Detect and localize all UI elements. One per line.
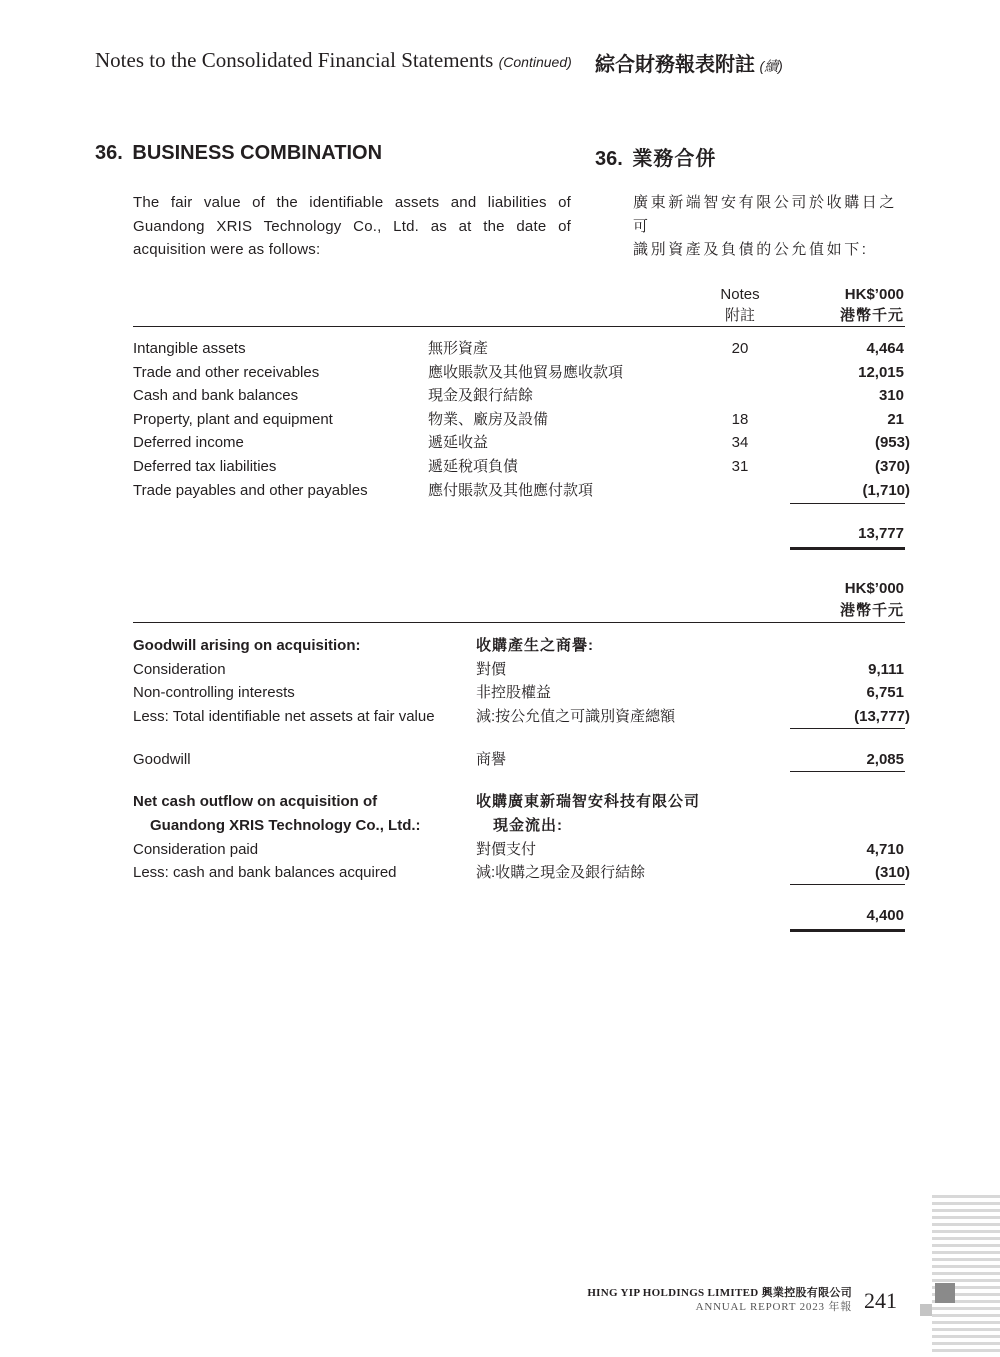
intro-paragraph-en xyxy=(133,191,571,262)
intro-paragraph-cn xyxy=(633,191,913,262)
row-label-en: Trade and other receivables xyxy=(133,364,320,381)
footer-company-cn: 興業控股有限公司 xyxy=(761,1287,852,1299)
row-amount: (370) xyxy=(874,458,910,475)
header-continued-cn: (續) xyxy=(759,58,783,74)
goodwill-row-en: Consideration xyxy=(133,661,226,678)
row-label-cn: 物業、廠房及設備 xyxy=(428,411,549,428)
cash-total-double-rule xyxy=(790,929,905,932)
goodwill-heading-cn: 收購產生之商譽: xyxy=(476,637,594,654)
amount-header-en: HK$’000 xyxy=(844,286,904,303)
cash-subtotal-rule xyxy=(790,884,905,885)
row-amount: 12,015 xyxy=(858,364,904,381)
header-title-en: Notes to the Consolidated Financial Statements xyxy=(95,48,494,72)
section-heading-en xyxy=(95,142,382,165)
intro-line-cn: 廣東新端智安有限公司於收購日之可 xyxy=(633,194,898,235)
goodwill-row-cn: 對價 xyxy=(476,661,507,678)
footer-report-cn: 年報 xyxy=(828,1301,852,1313)
cash-heading-en-2: Guandong XRIS Technology Co., Ltd.: xyxy=(150,817,421,834)
row-label-en: Intangible assets xyxy=(133,340,246,357)
row-note: 34 xyxy=(731,434,749,451)
table-header-rule xyxy=(133,326,905,327)
table-row xyxy=(0,458,1000,482)
goodwill-row-amount: 9,111 xyxy=(868,661,904,678)
notes-header-cn: 附註 xyxy=(724,307,755,324)
section-title-en: BUSINESS COMBINATION xyxy=(132,142,383,164)
running-header-title-cn xyxy=(595,48,783,77)
row-label-cn: 無形資產 xyxy=(428,340,489,357)
cash-heading-en-1: Net cash outflow on acquisition of xyxy=(133,793,378,810)
cash-row-cn: 對價支付 xyxy=(476,841,537,858)
row-amount: (953) xyxy=(874,434,910,451)
goodwill-row-amount: 6,751 xyxy=(866,684,904,701)
row-amount: 21 xyxy=(887,411,904,428)
cash-heading-cn-1: 收購廣東新瑞智安科技有限公司 xyxy=(476,793,701,810)
assets-total: 13,777 xyxy=(858,525,904,542)
cash-row-amount: 4,710 xyxy=(866,841,904,858)
row-note: 20 xyxy=(731,340,749,357)
row-amount: 310 xyxy=(878,387,904,404)
goodwill-row-en: Less: Total identifiable net assets at fair value xyxy=(133,708,435,725)
subtotal-rule xyxy=(790,503,905,504)
goodwill-header-en: HK$’000 xyxy=(844,580,904,597)
section-number: 36. xyxy=(95,142,123,164)
goodwill-total-label-en: Goodwill xyxy=(133,751,191,768)
intro-line: The fair value of the identifiable assets and liabilities of xyxy=(133,194,571,211)
goodwill-amount-header xyxy=(790,580,904,620)
row-note: 31 xyxy=(731,458,749,475)
table-row xyxy=(0,340,1000,364)
footer-company-en: HING YIP HOLDINGS LIMITED xyxy=(587,1287,759,1299)
row-label-en: Cash and bank balances xyxy=(133,387,299,404)
table-row xyxy=(0,434,1000,458)
total-double-rule xyxy=(790,547,905,550)
footer-report-en: ANNUAL REPORT 2023 xyxy=(695,1301,825,1313)
table-row xyxy=(0,411,1000,435)
cash-row-amount: (310) xyxy=(874,864,910,881)
amount-header-cn: 港幣千元 xyxy=(839,307,904,324)
goodwill-total-amount: 2,085 xyxy=(866,751,904,768)
section-heading-cn xyxy=(595,142,716,171)
row-label-cn: 現金及銀行結餘 xyxy=(428,387,534,404)
intro-line: acquisition were as follows: xyxy=(133,241,321,258)
row-label-cn: 遞延稅項負債 xyxy=(428,458,519,475)
cash-heading-cn-2: 現金流出: xyxy=(493,817,563,834)
cash-total: 4,400 xyxy=(866,907,904,924)
section-title-cn: 業務合併 xyxy=(632,148,717,170)
row-label-en: Trade payables and other payables xyxy=(133,482,368,499)
goodwill-row-amount: (13,777) xyxy=(854,708,910,725)
intro-line: Guandong XRIS Technology Co., Ltd. as at the date of xyxy=(133,217,571,235)
row-note: 18 xyxy=(731,411,749,428)
cash-row-cn: 減:收購之現金及銀行結餘 xyxy=(476,864,646,881)
footer-report xyxy=(560,1300,852,1314)
cash-row-en: Less: cash and bank balances acquired xyxy=(133,864,397,881)
section-number-cn: 36. xyxy=(595,148,623,170)
amount-column-header xyxy=(790,286,904,325)
row-amount: 4,464 xyxy=(866,340,904,357)
row-label-en: Deferred tax liabilities xyxy=(133,458,277,475)
row-amount: (1,710) xyxy=(862,482,910,499)
row-label-cn: 應付賬款及其他應付款項 xyxy=(428,482,594,499)
goodwill-header-cn: 港幣千元 xyxy=(839,602,904,619)
goodwill-heading-en: Goodwill arising on acquisition: xyxy=(133,637,361,654)
goodwill-row-cn: 減:按公允值之可識別資產總額 xyxy=(476,708,676,725)
row-label-en: Deferred income xyxy=(133,434,244,451)
row-label-cn: 遞延收益 xyxy=(428,434,489,451)
header-title-cn: 綜合財務報表附註 xyxy=(595,54,755,76)
intro-line-cn: 識別資產及負債的公允值如下: xyxy=(633,241,869,258)
goodwill-row-cn: 非控股權益 xyxy=(476,684,552,701)
goodwill-header-rule xyxy=(133,622,905,623)
row-label-en: Property, plant and equipment xyxy=(133,411,333,428)
goodwill-total-label-cn: 商譽 xyxy=(476,751,507,768)
decorative-square-dark xyxy=(935,1283,955,1303)
footer-company xyxy=(560,1286,852,1300)
table-row xyxy=(0,387,1000,411)
row-label-cn: 應收賬款及其他貿易應收款項 xyxy=(428,364,624,381)
goodwill-row-en: Non-controlling interests xyxy=(133,684,295,701)
running-header-title xyxy=(95,48,572,73)
decorative-square-light xyxy=(920,1304,932,1316)
header-continued-en: (Continued) xyxy=(498,54,572,70)
page-number: 241 xyxy=(864,1288,897,1313)
goodwill-subtotal-rule xyxy=(790,728,905,729)
notes-column-header xyxy=(700,286,780,325)
notes-header-en: Notes xyxy=(720,286,760,303)
goodwill-total-rule xyxy=(790,771,905,772)
decorative-stripes xyxy=(932,1195,1000,1357)
table-row xyxy=(0,364,1000,388)
cash-row-en: Consideration paid xyxy=(133,841,259,858)
